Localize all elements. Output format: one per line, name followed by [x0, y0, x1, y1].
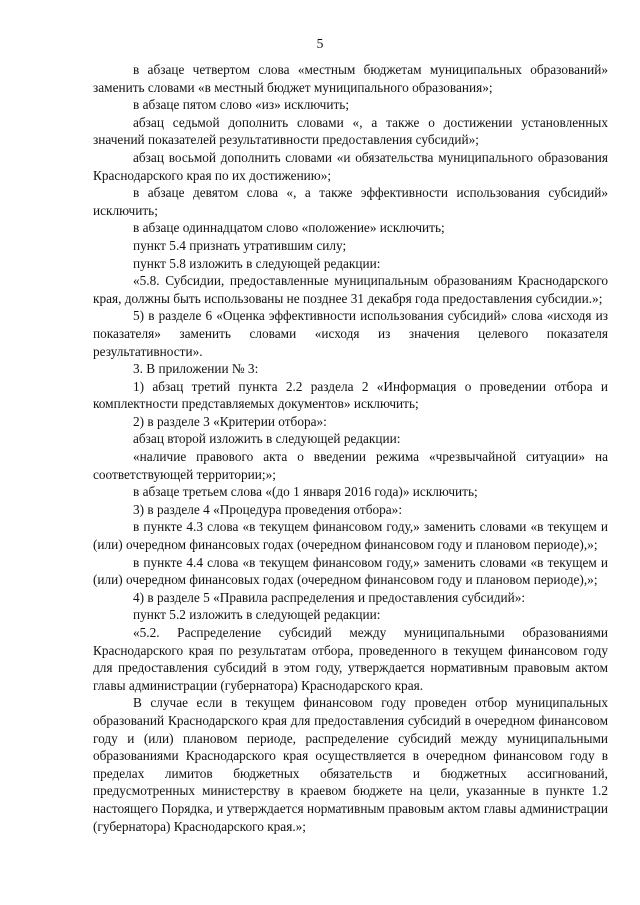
paragraph: «наличие правового акта о введении режима «чрезвычайной ситуации» на соответствующей территории;»; [93, 449, 608, 482]
paragraph: 4) в разделе 5 «Правила распределения и предоставления субсидий»: [133, 589, 526, 605]
paragraph: пункт 5.8 изложить в следующей редакции: [133, 255, 381, 271]
paragraph: абзац седьмой дополнить словами «, а также о достижении установленных значений показателей результативности предоставления субсидий»; [93, 114, 608, 148]
page-number: 5 [316, 36, 324, 51]
paragraph: в абзаце пятом слово «из» исключить; [133, 97, 350, 113]
paragraph: 3) в разделе 4 «Процедура проведения отбора»: [133, 501, 403, 517]
paragraph: «5.8. Субсидии, предоставленные муниципальным образованиям Краснодарского края, должны быть использованы не позднее 31 декабря года предоставления субсидии.»; [93, 273, 608, 306]
paragraph: «5.2. Распределение субсидий между муниципальными образованиями Краснодарского края по результатам отбора, проведенного в текущем финансовом году для предоставления субсидий в этом году, утверждается нормативным правовым актом главы администрации (губернатора) Краснодарского края. [93, 625, 608, 693]
paragraph: 3. В приложении № 3: [133, 361, 259, 377]
paragraph: в пункте 4.4 слова «в текущем финансовом году,» заменить словами «в текущем и (или) очередном финансовых годах (очередном финансовом году и плановом периоде),»; [93, 554, 608, 588]
paragraph: в абзаце девятом слова «, а также эффективности использования субсидий» исключить; [93, 185, 608, 218]
paragraph: В случае если в текущем финансовом году проведен отбор муниципальных образований Краснодарского края для предоставления субсидий в очередном финансовом году и (или) плановом периоде, распределение субсидий между муниципальными образованиями Краснодарского края осуществляется в очередном финансовом году в пределах лимитов бюджетных обязательств и бюджетных ассигнований, предусмотренных министерству в краевом бюджете на цели, указанные в пункте 1.2 настоящего Порядка, и утверждается нормативным правовым актом главы администрации (губернатора) Краснодарского края.»; [93, 695, 608, 834]
paragraph: 1) абзац третий пункта 2.2 раздела 2 «Информация о проведении отбора и комплектности представляемых документов» исключить; [93, 378, 608, 412]
paragraph: 2) в разделе 3 «Критерии отбора»: [133, 413, 327, 429]
paragraph: в пункте 4.3 слова «в текущем финансовом году,» заменить словами «в текущем и (или) очередном финансовых годах (очередном финансовом году и плановом периоде),»; [93, 519, 608, 553]
paragraph: в абзаце четвертом слова «местным бюджетам муниципальных образований» заменить словами «в местный бюджет муниципального образования»; [93, 62, 608, 95]
document-body [93, 61, 608, 835]
paragraph: 5) в разделе 6 «Оценка эффективности использования субсидий» слова «исходя из показателя» заменить словами «исходя из значения целевого показателя результативности». [93, 308, 608, 359]
paragraph: пункт 5.2 изложить в следующей редакции: [133, 607, 381, 623]
paragraph: в абзаце одиннадцатом слово «положение» исключить; [133, 220, 445, 236]
paragraph: пункт 5.4 признать утратившим силу; [133, 237, 347, 253]
paragraph: абзац восьмой дополнить словами «и обязательства муниципального образования Краснодарского края по их достижению»; [93, 149, 608, 183]
paragraph: абзац второй изложить в следующей редакции: [133, 431, 401, 447]
paragraph: в абзаце третьем слова «(до 1 января 2016 года)» исключить; [133, 484, 478, 500]
